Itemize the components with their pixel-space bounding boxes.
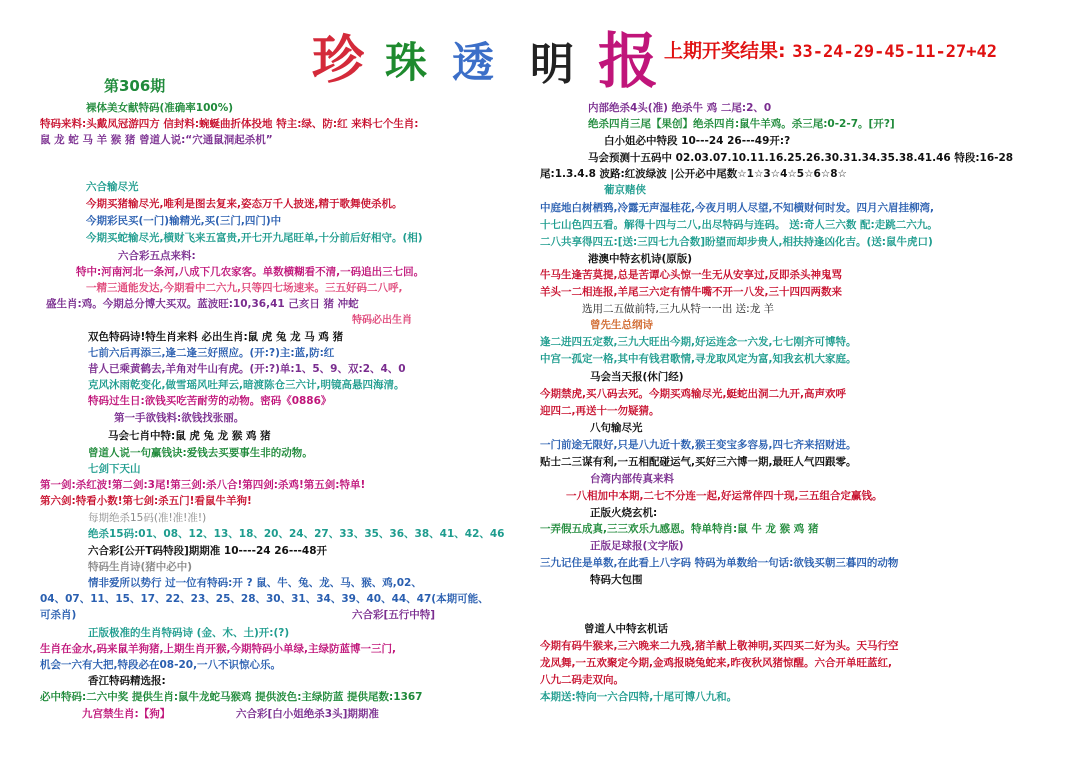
right-line: 曾道人中特玄机话 [584, 623, 668, 635]
left-line: 马会七肖中特:鼠 虎 兔 龙 猴 鸡 猪 [108, 430, 271, 442]
right-line: 正版火烧玄机: [590, 507, 658, 519]
left-line: 第六剑:特看小数!第七剑:杀五门!看鼠牛羊狗! [40, 495, 252, 507]
issue-number: 第306期 [104, 77, 166, 95]
left-line: 曾道人说一句赢钱诀:爱钱去买要事生非的动物。 [88, 447, 313, 459]
right-line: 贴士二三谋有利,一五相配碰运气,买好三六博一期,最旺人气四跟零。 [540, 456, 857, 468]
title-char-2: 珠 [385, 38, 428, 87]
right-line: 本期送:特向一六合四特,十尾可博八九和。 [540, 691, 738, 703]
right-line: 马会预测十五码中 02.03.07.10.11.16.25.26.30.31.34.35.38.41.46 特段:16-28 [588, 152, 1014, 164]
right-line: 牛马生逢苦莫提,总是苦谭心头惊一生无从安享过,反即杀头神鬼骂 [540, 269, 842, 281]
left-line: 香江特码精选报: [88, 675, 166, 687]
right-line: 尾:1.3.4.8 波路:红波绿波 |公开必中尾数☆1☆3☆4☆5☆6☆8☆ [540, 168, 847, 180]
left-line: 六合彩[五行中特] [352, 609, 436, 621]
left-line: 七剑下天山 [88, 463, 141, 475]
left-line: 六合彩[公开T码特段]期期准 10----24 26---48开 [88, 545, 328, 557]
left-line: 第一手欲钱料:欲钱找张丽。 [114, 412, 245, 424]
left-line: 克风沐雨乾变化,做雪瑶风吐拜云,暗渡陈仓三六计,明镜高悬四海清。 [88, 379, 405, 391]
left-line: 昔人已乘黄鹤去,羊角对牛山有虎。(开:?)单:1、5、9、双:2、4、0 [88, 363, 406, 375]
title-char-3: 透 [452, 38, 495, 87]
right-line: 一八相加中本期,二七不分连一起,好运常伴四十现,三五组合定赢钱。 [566, 490, 883, 502]
left-line: 正版极准的生肖特码诗 (金、木、土)开:(?) [88, 627, 290, 639]
right-line: 八九二码走双向。 [540, 674, 624, 686]
last-result-label: 上期开奖结果: [664, 40, 786, 62]
right-line: 一门前途无限好,只是八九近十数,猴王变宝多容易,四七齐来招财进。 [540, 439, 857, 451]
right-line: 二八共享得四五:[送:三四七九合数]盼望而却步贵人,相扶持逢凶化吉。(送:鼠牛虎口) [540, 236, 933, 248]
left-line: 鼠 龙 蛇 马 羊 猴 猪 曾道人说:“穴通鼠洞起杀机” [40, 134, 273, 146]
left-line: 今期买蛇输尽光,横财飞来五富贵,开七开九尾旺单,十分前后好相守。(相) [86, 232, 423, 244]
left-line: 特码必出生肖 [352, 315, 412, 326]
left-line: 六合彩[白小姐绝杀3头]期期准 [236, 708, 379, 720]
left-line: 生肖在金水,码来鼠羊狗猪,上期生肖开猴,今期特码小单绿,主绿防蓝博一三门, [40, 643, 396, 655]
last-result [664, 36, 997, 63]
right-line: 中宫一孤定一格,其中有钱君歌情,寻龙取风定为富,知我玄机大家庭。 [540, 353, 857, 365]
left-line: 特码过生日:欲钱买吃苦耐劳的动物。密码《0886》 [88, 395, 332, 407]
title-char-5: 报 [598, 27, 658, 97]
right-line: 十七山色四五看。解得十四与二八,出尽特码与连码。 送:奇人三六数 配:走跳二六九。 [540, 219, 938, 231]
right-line: 八句输尽光 [590, 422, 643, 434]
right-line: 马会当天报(休门经) [590, 371, 684, 383]
right-line: 中庭地白树栖鸦,冷露无声湿桂花,今夜月明人尽望,不知横财何时发。四月六眉挂柳湾, [540, 202, 934, 214]
last-result-numbers: 33-24-29-45-11-27+42 [792, 42, 997, 62]
title-char-4: 明 [530, 39, 574, 90]
right-line: 白小姐必中特段 10---24 26---49开:? [604, 135, 791, 147]
right-line: 迎四二,再送十一勿疑猜。 [540, 405, 660, 417]
right-line: 今期有码牛猴来,三六晚来二九残,猪羊献上敬神明,买四买二好为头。天马行空 [540, 640, 899, 652]
left-line: 七前六后再添三,逢二逢三好照应。(开:?)主:蓝,防:红 [88, 347, 335, 359]
right-line: 曾先生总纲诗 [590, 319, 653, 331]
right-line: 内部绝杀4头(准) 绝杀牛 鸡 二尾:2、0 [588, 102, 772, 114]
right-line: 台湾内部传真来料 [590, 473, 674, 485]
right-line: 绝杀四肖三尾【果创】绝杀四肖:鼠牛羊鸡。杀三尾:0-2-7。[开?] [588, 118, 895, 130]
left-line: 特中:河南河北一条河,八成下几农家客。单数横糊看不清,一码追出三七回。 [76, 266, 425, 278]
right-line: 葡京赌侠 [604, 184, 646, 196]
left-line: 特码生肖诗(猪中必中) [88, 561, 193, 573]
left-line: 今期彩民买(一门)输精光,买(三门,四门)中 [86, 215, 282, 227]
left-line: 绝杀15码:01、08、12、13、18、20、24、27、33、35、36、38、41、42、46 [88, 528, 505, 540]
left-line: 双色特码诗!特生肖来料 必出生肖:鼠 虎 兔 龙 马 鸡 猪 [88, 331, 344, 343]
left-line: 每期绝杀15码(准!准!准!) [88, 512, 207, 524]
title-char-1: 珍 [312, 30, 365, 91]
left-line: 情非爱所以势行 过一位有特码:开 ? 鼠、牛、兔、龙、马、猴、鸡,02、 [88, 577, 422, 589]
right-line: 选用二五做前特,三九从特一一出 送:龙 羊 [582, 303, 775, 315]
left-line: 特码来料:头戴凤冠游四方 信封料:蜿蜒曲折体投地 特主:绿、防:红 来料七个生肖: [40, 118, 419, 130]
right-line: 特码大包围 [590, 574, 643, 586]
right-line: 羊头一二相连报,羊尾三六定有情牛嘴不开一八发,三十四四两数来 [540, 286, 842, 298]
left-line: 04、07、11、15、17、22、23、25、28、30、31、34、39、40、44、47(本期可能、 [40, 593, 489, 605]
left-line: 第一剑:杀红波!第二剑:3尾!第三剑:杀八合!第四剑:杀鸡!第五剑:特单! [40, 479, 366, 491]
right-line: 正版足球报(文字版) [590, 540, 684, 552]
left-line: 必中特码:二六中奖 提供生肖:鼠牛龙蛇马猴鸡 提供波色:主绿防蓝 提供尾数:1367 [40, 691, 423, 703]
left-line: 今期买猪输尽光,唯利是图去复来,姿态万千人披迷,精于歌舞使杀机。 [86, 198, 403, 210]
left-line: 九宫禁生肖:【狗】 [82, 708, 171, 720]
right-line: 今期禁虎,买八码去死。今期买鸡输尽光,蜓蛇出洞二九开,高声欢呼 [540, 388, 846, 400]
right-line: 港澳中特玄机诗(原版) [588, 253, 693, 265]
right-line: 一弄假五成真,三三欢乐九感恩。特单特肖:鼠 牛 龙 猴 鸡 猪 [540, 523, 819, 535]
left-line: 一精三通能发达,今期看中二六九,只等四七场速来。三五好码二八呼, [86, 282, 403, 294]
left-line: 可杀肖) [40, 609, 77, 621]
left-line: 六合彩五点来料: [118, 250, 196, 262]
left-line: 裸体美女献特码(准确率100%) [86, 102, 234, 114]
right-line: 三九记住是单数,在此看上八字码 特码为单数给一句话:欲钱买朝三暮四的动物 [540, 557, 899, 569]
left-line: 六合输尽光 [86, 181, 139, 193]
left-line: 机会一六有大把,特段必在08-20,一八不识惊心乐。 [40, 659, 282, 671]
right-line: 龙凤舞,一五欢聚定今期,金鸡报晓兔蛇来,昨夜秋风猪惊醒。六合开单旺蓝红, [540, 657, 892, 669]
left-line: 盛生肖:鸡。今期总分博大买双。蓝波旺:10,36,41 己亥日 猪 冲蛇 [46, 298, 359, 310]
right-line: 逢二进四五定数,三九大旺出今期,好运连念一六发,七七刚齐可博特。 [540, 336, 857, 348]
